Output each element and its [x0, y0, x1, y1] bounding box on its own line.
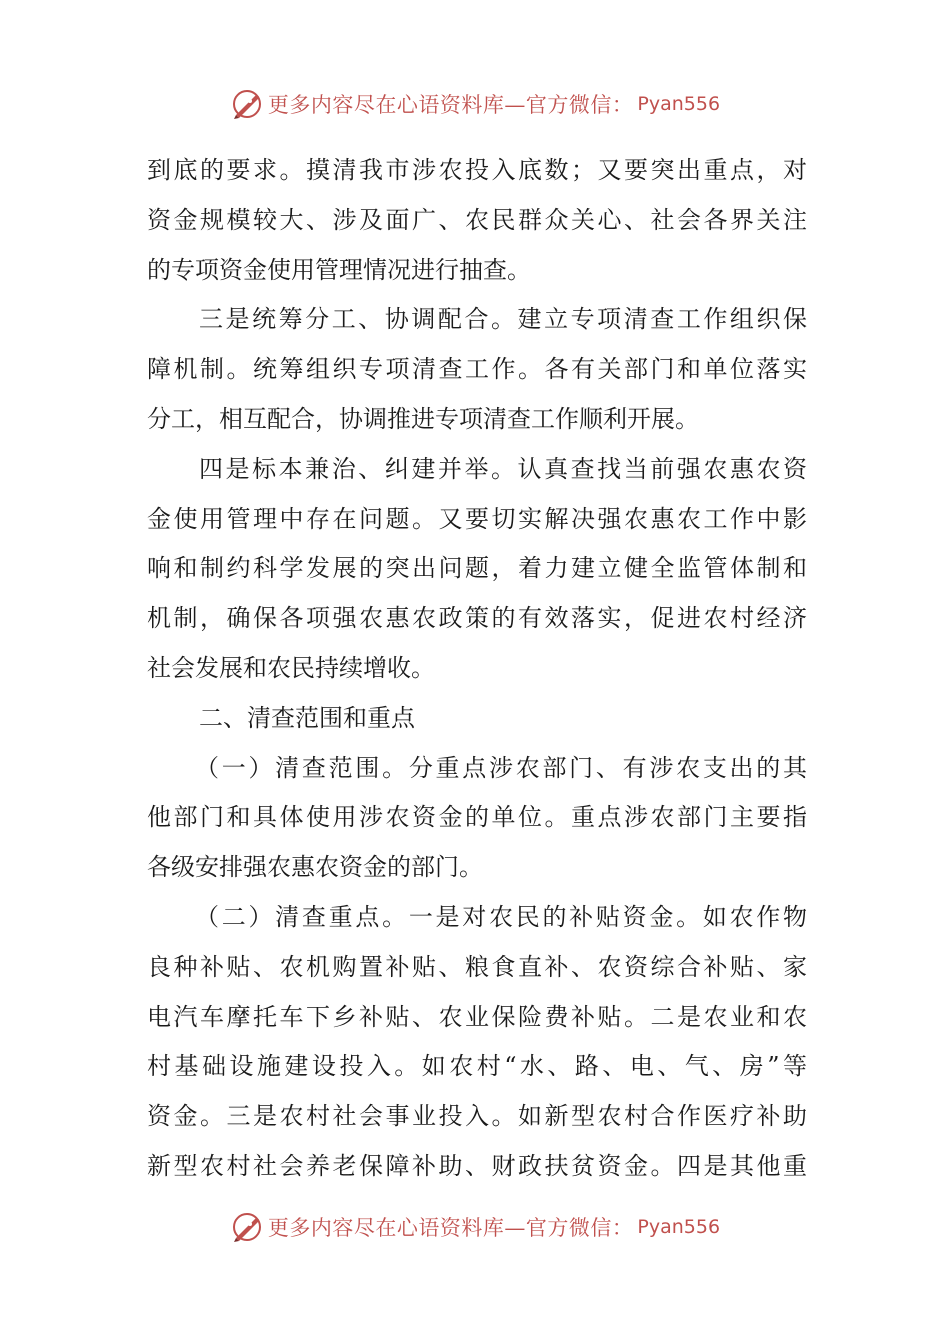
text-line: 资金规模较大、涉及面广、农民群众关心、社会各界关注 — [147, 205, 807, 234]
text-line: 社会发展和农民持续增收。 — [147, 653, 435, 682]
watermark-banner-bottom — [0, 1207, 950, 1247]
paragraph-start: 三是统筹分工、协调配合。建立专项清查工作组织保 — [199, 305, 807, 334]
paragraph-start: （一）清查范围。分重点涉农部门、有涉农支出的其 — [195, 753, 807, 782]
pen-logo-icon — [230, 87, 264, 121]
text-line: 新型农村社会养老保障补助、财政扶贫资金。四是其他重 — [147, 1151, 807, 1180]
text-line: 响和制约科学发展的突出问题，着力建立健全监管体制和 — [147, 554, 807, 583]
text-line: 的专项资金使用管理情况进行抽查。 — [147, 255, 531, 284]
pen-logo-icon — [230, 1210, 264, 1244]
watermark-wechat-id: Pyan556 — [637, 1216, 721, 1238]
text-line: 到底的要求。摸清我市涉农投入底数；又要突出重点，对 — [147, 156, 807, 184]
text-line: 村基础设施建设投入。如农村“水、路、电、气、房”等 — [147, 1052, 807, 1081]
text-line: 资金。三是农村社会事业投入。如新型农村合作医疗补助 — [147, 1102, 807, 1131]
text-line: 良种补贴、农机购置补贴、粮食直补、农资综合补贴、家 — [147, 952, 807, 981]
text-line: 他部门和具体使用涉农资金的单位。重点涉农部门主要指 — [147, 803, 807, 832]
paragraph-start: 四是标本兼治、纠建并举。认真查找当前强农惠农资 — [199, 454, 807, 483]
watermark-wechat-id: Pyan556 — [637, 93, 721, 115]
watermark-text: 更多内容尽在心语资料库—官方微信： — [267, 93, 634, 117]
watermark-text: 更多内容尽在心语资料库—官方微信： — [267, 1216, 634, 1240]
paragraph-start: （二）清查重点。一是对农民的补贴资金。如农作物 — [195, 902, 807, 931]
watermark-banner-top — [0, 84, 950, 124]
text-line: 电汽车摩托车下乡补贴、农业保险费补贴。二是农业和农 — [147, 1002, 807, 1031]
text-line: 机制，确保各项强农惠农政策的有效落实，促进农村经济 — [147, 604, 807, 633]
text-line: 各级安排强农惠农资金的部门。 — [147, 853, 483, 882]
section-heading: 二、清查范围和重点 — [199, 703, 415, 732]
text-line: 障机制。统筹组织专项清查工作。各有关部门和单位落实 — [147, 355, 807, 384]
text-line: 金使用管理中存在问题。又要切实解决强农惠农工作中影 — [147, 504, 807, 533]
document-body — [147, 146, 807, 1192]
text-line: 分工，相互配合，协调推进专项清查工作顺利开展。 — [147, 404, 699, 433]
